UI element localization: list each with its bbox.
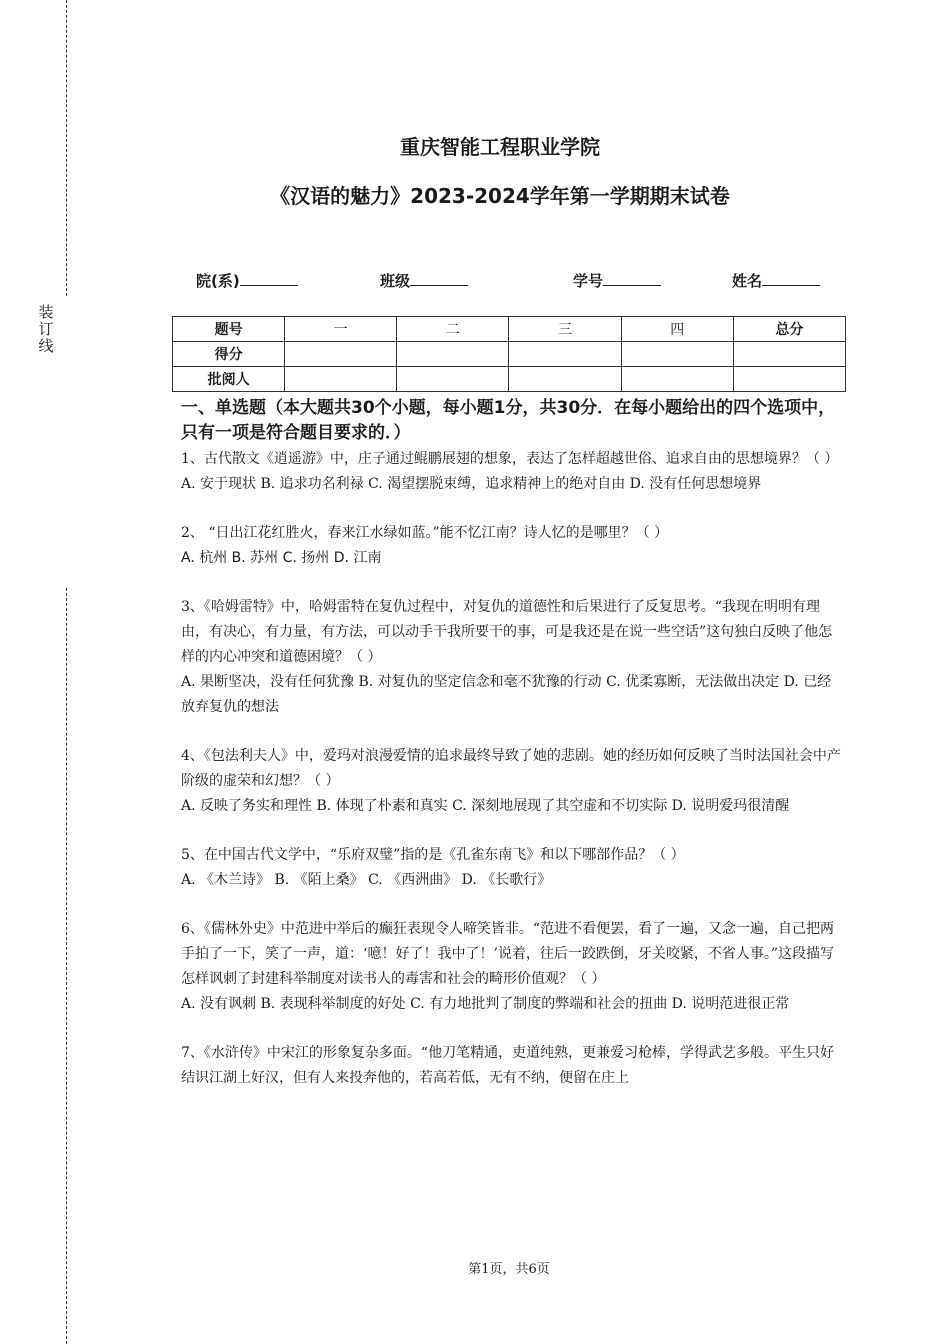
grader-cell[interactable] <box>621 367 733 392</box>
header-cell: 二 <box>397 317 509 342</box>
dept-field <box>196 270 298 291</box>
question-options: A. 安于现状 B. 追求功名利禄 C. 渴望摆脱束缚，追求精神上的绝对自由 D. 没有任何思想境界 <box>181 476 762 492</box>
grader-cell[interactable] <box>285 367 397 392</box>
page-footer: 第1页，共6页 <box>468 1262 550 1277</box>
header-cell: 总分 <box>733 317 845 342</box>
score-cell[interactable] <box>733 342 845 367</box>
question-stem: 1、古代散文《逍遥游》中，庄子通过鲲鹏展翅的想象，表达了怎样超越世俗、追求自由的思想境界？（ ） <box>181 451 839 467</box>
row-label: 得分 <box>173 342 285 367</box>
name-blank[interactable] <box>762 271 820 286</box>
student-id-blank[interactable] <box>603 271 661 286</box>
score-cell[interactable] <box>285 342 397 367</box>
class-label: 班级 <box>380 272 411 290</box>
dept-blank[interactable] <box>240 271 298 286</box>
grader-cell[interactable] <box>397 367 509 392</box>
class-field <box>380 270 468 291</box>
header-cell: 四 <box>621 317 733 342</box>
school-title: 重庆智能工程职业学院 <box>400 135 600 159</box>
score-cell[interactable] <box>621 342 733 367</box>
question-stem: 4、《包法利夫人》中，爱玛对浪漫爱情的追求最终导致了她的悲剧。她的经历如何反映了当时法国社会中产阶级的虚荣和幻想？（ ） <box>181 748 841 789</box>
exam-content <box>181 396 841 1091</box>
question-stem: 3、《哈姆雷特》中，哈姆雷特在复仇过程中，对复仇的道德性和后果进行了反复思考。“我现在明明有理由，有决心，有力量，有方法，可以动手干我所要干的事，可是我还是在说一些空话”这句独白反映了他怎样的内心冲突和道德困境？（ ） <box>181 599 833 665</box>
name-field <box>732 270 820 291</box>
question-stem: 6、《儒林外史》中范进中举后的癫狂表现令人啼笑皆非。“范进不看便罢，看了一遍，又念一遍，自己把两手拍了一下，笑了一声，道：‘噫！好了！我中了！’说着，往后一跤跌倒，牙关咬紧，不省人事。”这段描写怎样讽刺了封建科举制度对读书人的毒害和社会的畸形价值观？（ ） <box>181 921 835 987</box>
question-stem: 7、《水浒传》中宋江的形象复杂多面。“他刀笔精通，吏道纯熟，更兼爱习枪棒，学得武艺多般。平生只好结识江湖上好汉，但有人来投奔他的，若高若低，无有不纳，便留在庄上 <box>181 1045 835 1086</box>
class-blank[interactable] <box>410 271 468 286</box>
grader-cell[interactable] <box>733 367 845 392</box>
score-cell[interactable] <box>509 342 621 367</box>
exam-title: 《汉语的魅力》2023-2024学年第一学期期末试卷 <box>270 184 730 208</box>
question-options: A. 没有讽刺 B. 表现科举制度的好处 C. 有力地批判了制度的弊端和社会的扭曲 D. 说明范进很正常 <box>181 996 790 1012</box>
question-stem: 5、在中国古代文学中，“乐府双璧”指的是《孔雀东南飞》和以下哪部作品？（ ） <box>181 847 685 863</box>
grader-cell[interactable] <box>509 367 621 392</box>
section-title: 一、单选题（本大题共30个小题，每小题1分，共30分．在每小题给出的四个选项中，只有一项是符合题目要求的．） <box>181 398 836 443</box>
score-cell[interactable] <box>397 342 509 367</box>
question-stem: 2、 “日出江花红胜火，春来江水绿如蓝。”能不忆江南？诗人忆的是哪里？（ ） <box>181 525 669 541</box>
header-cell: 题号 <box>173 317 285 342</box>
question-options: A. 反映了务实和理性 B. 体现了朴素和真实 C. 深刻地展现了其空虚和不切实际 D. 说明爱玛很清醒 <box>181 798 790 814</box>
score-table <box>172 316 846 392</box>
binding-line-bottom <box>66 588 67 1344</box>
score-row <box>173 342 846 367</box>
student-id-field <box>573 270 661 291</box>
question-options: A. 果断坚决，没有任何犹豫 B. 对复仇的坚定信念和毫不犹豫的行动 C. 优柔寡断，无法做出决定 D. 已经放弃复仇的想法 <box>181 674 832 715</box>
student-id-label: 学号 <box>573 272 604 290</box>
binding-label: 装订线 <box>38 303 54 355</box>
question-options: A. 《木兰诗》 B. 《陌上桑》 C. 《西洲曲》 D. 《长歌行》 <box>181 872 552 888</box>
grader-row <box>173 367 846 392</box>
header-cell: 一 <box>285 317 397 342</box>
name-label: 姓名 <box>732 272 763 290</box>
question-options: A. 杭州 B. 苏州 C. 扬州 D. 江南 <box>181 550 382 566</box>
header-cell: 三 <box>509 317 621 342</box>
dept-label: 院(系) <box>196 272 240 290</box>
score-table-header-row <box>173 317 846 342</box>
row-label: 批阅人 <box>173 367 285 392</box>
